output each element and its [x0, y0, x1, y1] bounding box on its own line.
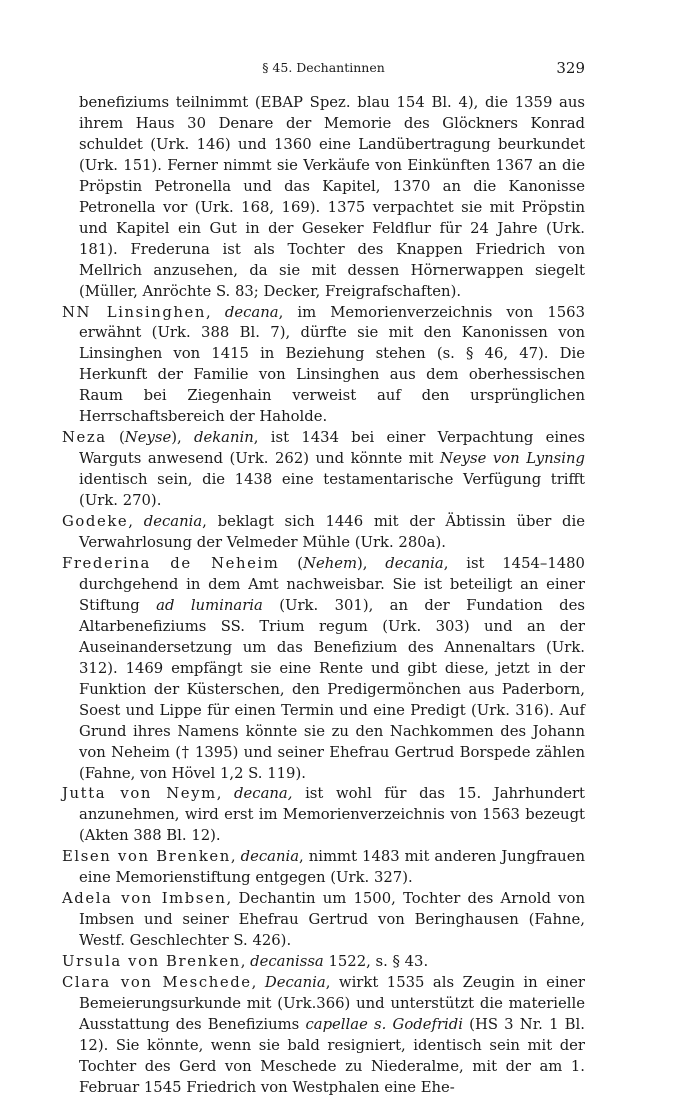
entry-text: , Dechantin um 1500, Tochter des Arnold von Imbsen und seiner Ehefrau Gertrud von Beringhausen (Fahne, Westf. Geschlechter S. 426). — [79, 890, 585, 950]
entry-name: Ursula von Brenken — [62, 953, 241, 971]
entry-text: (Urk. 301), an der Fundation des Altarbenefiziums SS. Trium regum (Urk. 303) und an der Auseinandersetzung um das Benefizium des Annenaltars (Urk. 312). 1469 empfängt sie eine Rente und gibt diese, jetzt in der Funktion der Küsterschen, den Predigermönchen aus Paderborn, Soest und Lippe für einen Termin und eine Predigt (Urk. 316). Auf Grund ihres Namens könnte sie zu den Nachkommen des Johann von Neheim († 1395) und seiner Ehefrau Gertrud Borspede zählen (Fahne, von Hövel 1,2 S. 119). — [79, 596, 586, 782]
entry-text: , — [230, 848, 241, 866]
entry-text: identisch sein, die 1438 eine testamentarische Verfügung trifft (Urk. 270). — [79, 471, 585, 510]
entry-text: , wirkt 1535 als Zeugin in einer Bemeierungsurkunde mit (Urk.366) und unterstützt die materielle Ausstattung des Benefiziums — [79, 974, 585, 1033]
entry-text: , — [240, 953, 251, 971]
entry-text: 1522, s. § 43. — [323, 953, 429, 971]
running-header — [62, 58, 585, 78]
entry-name: Godeke — [62, 513, 129, 531]
entry-text: (HS 3 Nr. 1 Bl. 12). Sie könnte, wenn sie bald resigniert, identisch sein mit der Tochter des Gerd von Meschede zu Niederalme, mit der am 1. Februar 1545 Friedrich von Westphalen eine Ehe- — [79, 1015, 585, 1096]
entry-text: , ist 1454–1480 durchgehend in dem Amt nachweisbar. Sie ist beteiligt an einer Stiftung — [79, 554, 585, 614]
italic-term: dekanin — [193, 429, 254, 447]
entry-text: ist wohl für das 15. Jahrhundert anzunehmen, wird erst im Memorienverzeichnis von 1563 bezeugt (Akten 388 Bl. 12). — [79, 785, 585, 845]
italic-term: decana, — [234, 785, 293, 803]
entry-text: , — [251, 974, 265, 992]
entry-text: , — [128, 513, 144, 531]
italic-term: Nehem — [303, 554, 358, 572]
entry-paragraph — [62, 784, 585, 847]
entry-name: NN Linsinghen — [62, 303, 207, 321]
entry-paragraph — [62, 303, 585, 429]
entry-name: Frederina de Neheim — [62, 554, 280, 572]
entry-name: Elsen von Brenken — [62, 848, 231, 866]
body-text — [62, 93, 585, 1099]
entry-text: , — [216, 785, 235, 803]
italic-term: decania — [143, 513, 203, 531]
italic-term: decanissa — [250, 953, 324, 971]
entry-text: ), — [357, 554, 386, 572]
entry-paragraph — [62, 847, 585, 889]
italic-term: decania — [240, 848, 300, 866]
entry-paragraph — [62, 428, 585, 512]
entry-list — [62, 303, 585, 1099]
page-number: 329 — [556, 59, 585, 77]
italic-term: Neyse von Lynsing — [439, 450, 585, 468]
entry-paragraph — [62, 554, 585, 784]
italic-term: ad luminaria — [156, 596, 263, 614]
italic-term: decana — [224, 303, 279, 321]
entry-text: , — [206, 303, 225, 321]
italic-term: decania — [385, 554, 444, 572]
entry-text: , im Memorienverzeichnis von 1563 erwähnt (Urk. 388 Bl. 7), dürfte sie mit den Kanonissen von Linsinghen von 1415 in Beziehung stehen (s. § 46, 47). Die Herkunft der Familie von Linsinghen aus dem oberhessischen Raum bei Ziegenhain verweist auf den ursprünglichen Herrschaftsbereich der Haholde. — [79, 303, 585, 426]
running-title: § 45. Dechantinnen — [262, 60, 385, 75]
entry-name: Adela von Imbsen — [62, 890, 227, 908]
italic-term: Decania — [264, 974, 326, 992]
entry-paragraph — [62, 512, 585, 554]
entry-paragraph — [62, 889, 585, 952]
entry-name: Neza — [62, 429, 107, 447]
entry-text: , ist 1434 bei einer Verpachtung eines Warguts anwesend (Urk. 262) und könnte mit — [79, 429, 586, 468]
entry-text: , nimmt 1483 mit anderen Jungfrauen eine Memorienstiftung entgegen (Urk. 327). — [79, 848, 585, 887]
entry-text: ( — [279, 554, 303, 572]
entry-text: ( — [106, 429, 125, 447]
italic-term: capellae s. Godefridi — [305, 1015, 463, 1033]
entry-name: Jutta von Neym — [62, 785, 217, 803]
entry-paragraph — [62, 952, 585, 973]
italic-term: Neyse — [124, 429, 172, 447]
continuation-paragraph: benefiziums teilnimmt (EBAP Spez. blau 154 Bl. 4), die 1359 aus ihrem Haus 30 Denare der Memorie des Glöckners Konrad schuldet (Urk. 146) und 1360 eine Landübertragung beurkundet (Urk. 151). Ferner nimmt sie Verkäufe von Einkünften 1367 an die Pröpstin Petronella und das Kapitel, 1370 an die Kanonisse Petronella vor (Urk. 168, 169). 1375 verpachtet sie mit Pröpstin und Kapitel ein Gut in der Geseker Feldflur für 24 Jahre (Urk. 181). Frederuna ist als Tochter des Knappen Friedrich von Mellrich anzusehen, da sie mit dessen Hörnerwappen siegelt (Müller, Anröchte S. 83; Decker, Freigrafschaften). — [79, 94, 585, 300]
entry-name: Clara von Meschede — [62, 974, 252, 992]
entry-text: ), — [171, 429, 194, 447]
entry-text: , beklagt sich 1446 mit der Äbtissin über die Verwahrlosung der Velmeder Mühle (Urk. 280a). — [79, 513, 585, 552]
